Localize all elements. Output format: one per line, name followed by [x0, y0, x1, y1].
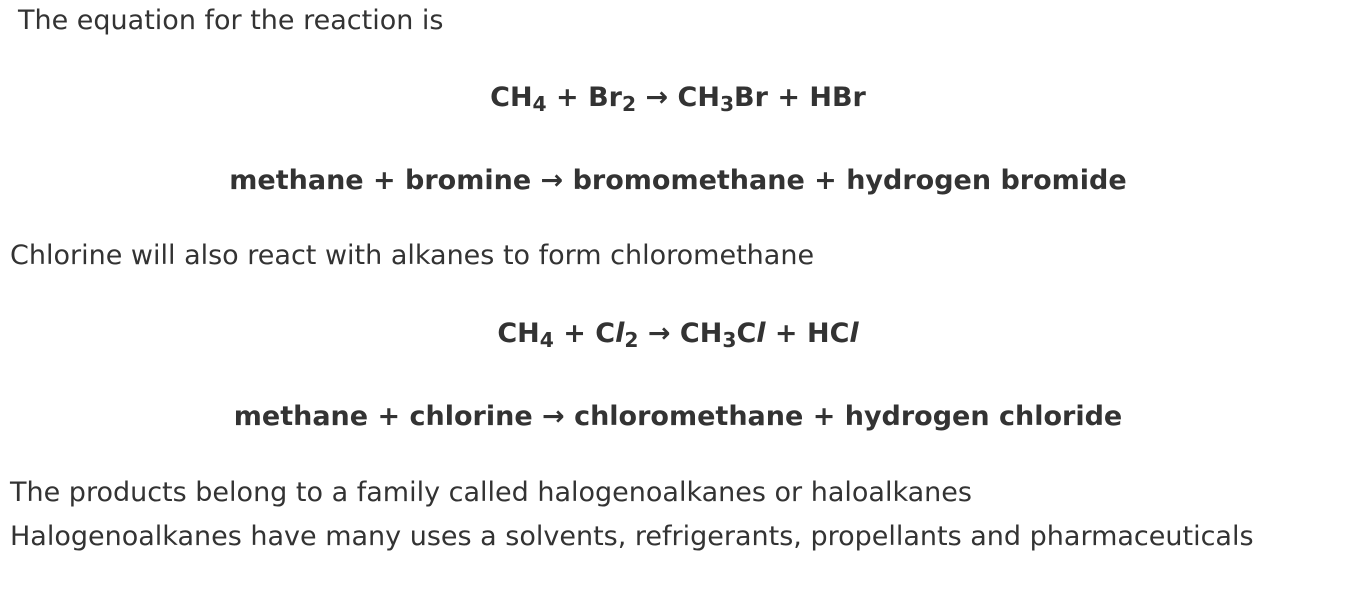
- symbol-equation-chlorine: $CH_4 + Cl_2 \to CH_3Cl$ + HCl: [497, 318, 859, 353]
- reaction-arrow: →: [638, 318, 680, 349]
- symbol-equation-bromine: $CH_4 + Br_2 \to CH_3Br$ + HBr: [490, 82, 866, 117]
- word-equation-bromine: methane + bromine → bromomethane + hydrogen bromide: [229, 165, 1127, 196]
- uses-note: Halogenoalkanes have many uses a solvents, refrigerants, propellants and pharmaceuticals: [10, 521, 1254, 552]
- product-hydrogen-bromide: HBr: [809, 82, 866, 113]
- reactant-bromine: $Br_2$: [588, 82, 637, 117]
- reaction-arrow: →: [636, 82, 678, 113]
- reactant-methane: $CH_4$: [497, 318, 554, 353]
- product-bromomethane: $CH_3Br$: [677, 82, 768, 117]
- word-equation-chlorine: methane + chlorine → chloromethane + hydrogen chloride: [233, 401, 1123, 432]
- product-hydrogen-chloride: HCl: [806, 318, 859, 349]
- product-chloromethane: $CH_3Cl$: [679, 318, 766, 353]
- chlorine-note: Chlorine will also react with alkanes to form chloromethane: [10, 240, 815, 271]
- reactant-methane: $CH_4$: [490, 82, 547, 117]
- products-note: The products belong to a family called halogenoalkanes or haloalkanes: [10, 477, 972, 508]
- reactant-chlorine: $Cl_2$: [595, 318, 639, 353]
- intro-text: The equation for the reaction is: [18, 5, 444, 36]
